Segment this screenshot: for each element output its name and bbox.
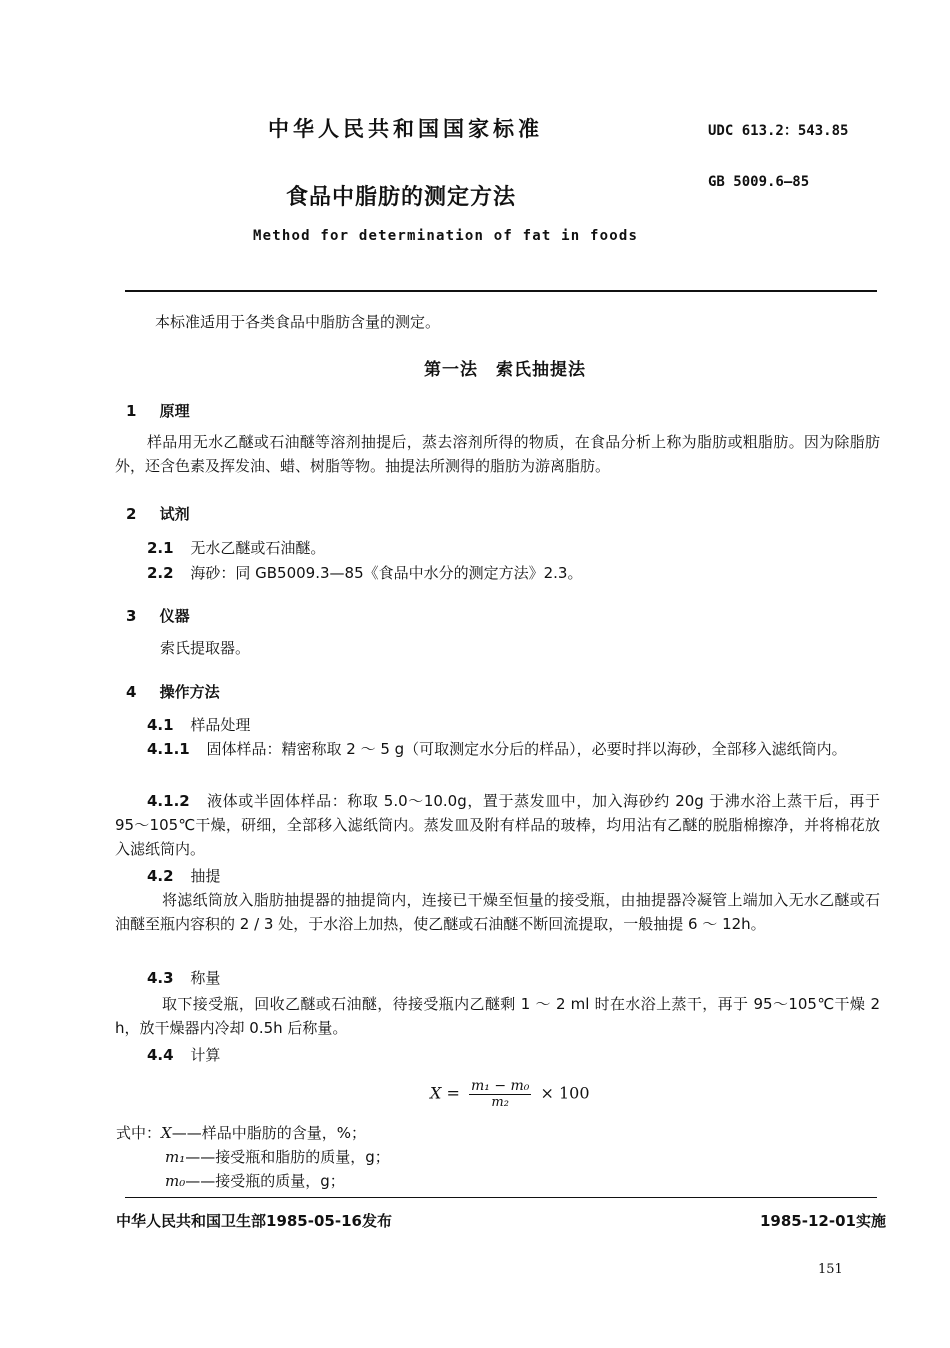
clause-text: 液体或半固体样品：称取 5.0～10.0g，置于蒸发皿中，加入海砂约 20g 于沸水浴上蒸干后，再于 95～105℃干燥，研细，全部移入滤纸筒内。蒸发皿及附有样品的玻棒，均用沾有乙醚的脱脂棉擦净，并将棉花放入滤纸筒内。 [115,792,880,858]
section-title: 仪器 [159,607,190,625]
clause-title: 称量 [190,969,221,987]
method-title: 第一法 索氏抽提法 [424,360,586,380]
section-number: 2 [126,505,137,523]
formula-lhs: X = [430,1083,460,1103]
section-1-heading [126,400,190,421]
section-title: 试剂 [159,505,190,523]
section-4-heading [126,681,220,702]
clause-title: 抽提 [190,867,221,885]
legend-prefix: 式中： [116,1124,162,1142]
clause-4-1-2 [115,789,880,861]
clause-number: 4.4 [147,1046,174,1064]
clause-4-2-heading [147,864,220,888]
legend-symbol: m₁ [165,1148,186,1166]
clause-number: 2.1 [147,539,174,557]
legend-symbol: X [161,1124,172,1142]
document-title: 食品中脂肪的测定方法 [286,185,517,210]
weighing-paragraph: 取下接受瓶，回收乙醚或石油醚，待接受瓶内乙醚剩 1 ～ 2 ml 时在水浴上蒸干，再于 95～105℃干燥 2 h，放干燥器内冷却 0.5h 后称量。 [115,995,880,1037]
english-title: Method for determination of fat in foods [253,228,639,244]
section-number: 4 [126,683,137,701]
clause-number: 4.1.1 [147,740,190,758]
legend-row-m0 [165,1169,345,1193]
clause-4-3-heading [147,966,220,990]
clause-title: 计算 [190,1046,221,1064]
clause-2-2 [147,561,582,585]
formula-rhs: × 100 [540,1083,590,1103]
formula-denominator: m₂ [491,1095,509,1110]
clause-title: 样品处理 [190,716,251,734]
effective-date: 1985-12-01实施 [760,1212,886,1230]
footer-divider [125,1197,877,1198]
udc-code: UDC 613.2：543.85 [708,123,849,139]
legend-row-x [116,1121,366,1145]
legend-description: ——样品中脂肪的含量，%； [171,1124,366,1142]
clause-2-1 [147,536,325,560]
page-number: 151 [818,1262,843,1277]
legend-symbol: m₀ [165,1172,186,1190]
clause-number: 4.1 [147,716,174,734]
formula-fraction [469,1078,531,1110]
clause-4-4-heading [147,1043,220,1067]
clause-text: 固体样品：精密称取 2 ～ 5 g（可取测定水分后的样品），必要时拌以海砂，全部移入滤纸筒内。 [206,740,847,758]
legend-description: ——接受瓶和脂肪的质量，g； [185,1148,390,1166]
fat-formula [430,1078,590,1110]
section-2-heading [126,503,190,524]
clause-text: 无水乙醚或石油醚。 [190,539,326,557]
scope-paragraph: 本标准适用于各类食品中脂肪含量的测定。 [155,313,441,331]
legend-description: ——接受瓶的质量，g； [185,1172,345,1190]
issue-date: 中华人民共和国卫生部1985-05-16发布 [116,1212,392,1230]
extraction-paragraph: 将滤纸筒放入脂肪抽提器的抽提筒内，连接已干燥至恒量的接受瓶，由抽提器冷凝管上端加入无水乙醚或石油醚至瓶内容积的 2 / 3 处，于水浴上加热，使乙醚或石油醚不断回流提取，一般抽提 6 ～ 12h。 [115,891,880,933]
principle-paragraph: 样品用无水乙醚或石油醚等溶剂抽提后，蒸去溶剂所得的物质，在食品分析上称为脂肪或粗脂肪。因为除脂肪外，还含色素及挥发油、蜡、树脂等物。抽提法所测得的脂肪为游离脂肪。 [115,433,880,475]
gb-standard-number: GB 5009.6—85 [708,174,810,190]
section-3-heading [126,605,190,626]
legend-row-m1 [165,1145,390,1169]
header-divider [125,290,877,292]
section-number: 3 [126,607,137,625]
national-standard-heading: 中华人民共和国国家标准 [268,117,543,141]
clause-text: 海砂：同 GB5009.3—85《食品中水分的测定方法》2.3。 [190,564,583,582]
section-number: 1 [126,402,137,420]
section-title: 原理 [159,402,190,420]
section-title: 操作方法 [159,683,220,701]
clause-number: 4.3 [147,969,174,987]
clause-4-1-1 [115,737,880,761]
clause-number: 2.2 [147,564,174,582]
clause-number: 4.1.2 [147,792,190,810]
apparatus-text: 索氏提取器。 [160,639,251,657]
clause-number: 4.2 [147,867,174,885]
clause-4-1-heading [147,713,250,737]
formula-numerator: m₁ − m₀ [470,1078,530,1094]
